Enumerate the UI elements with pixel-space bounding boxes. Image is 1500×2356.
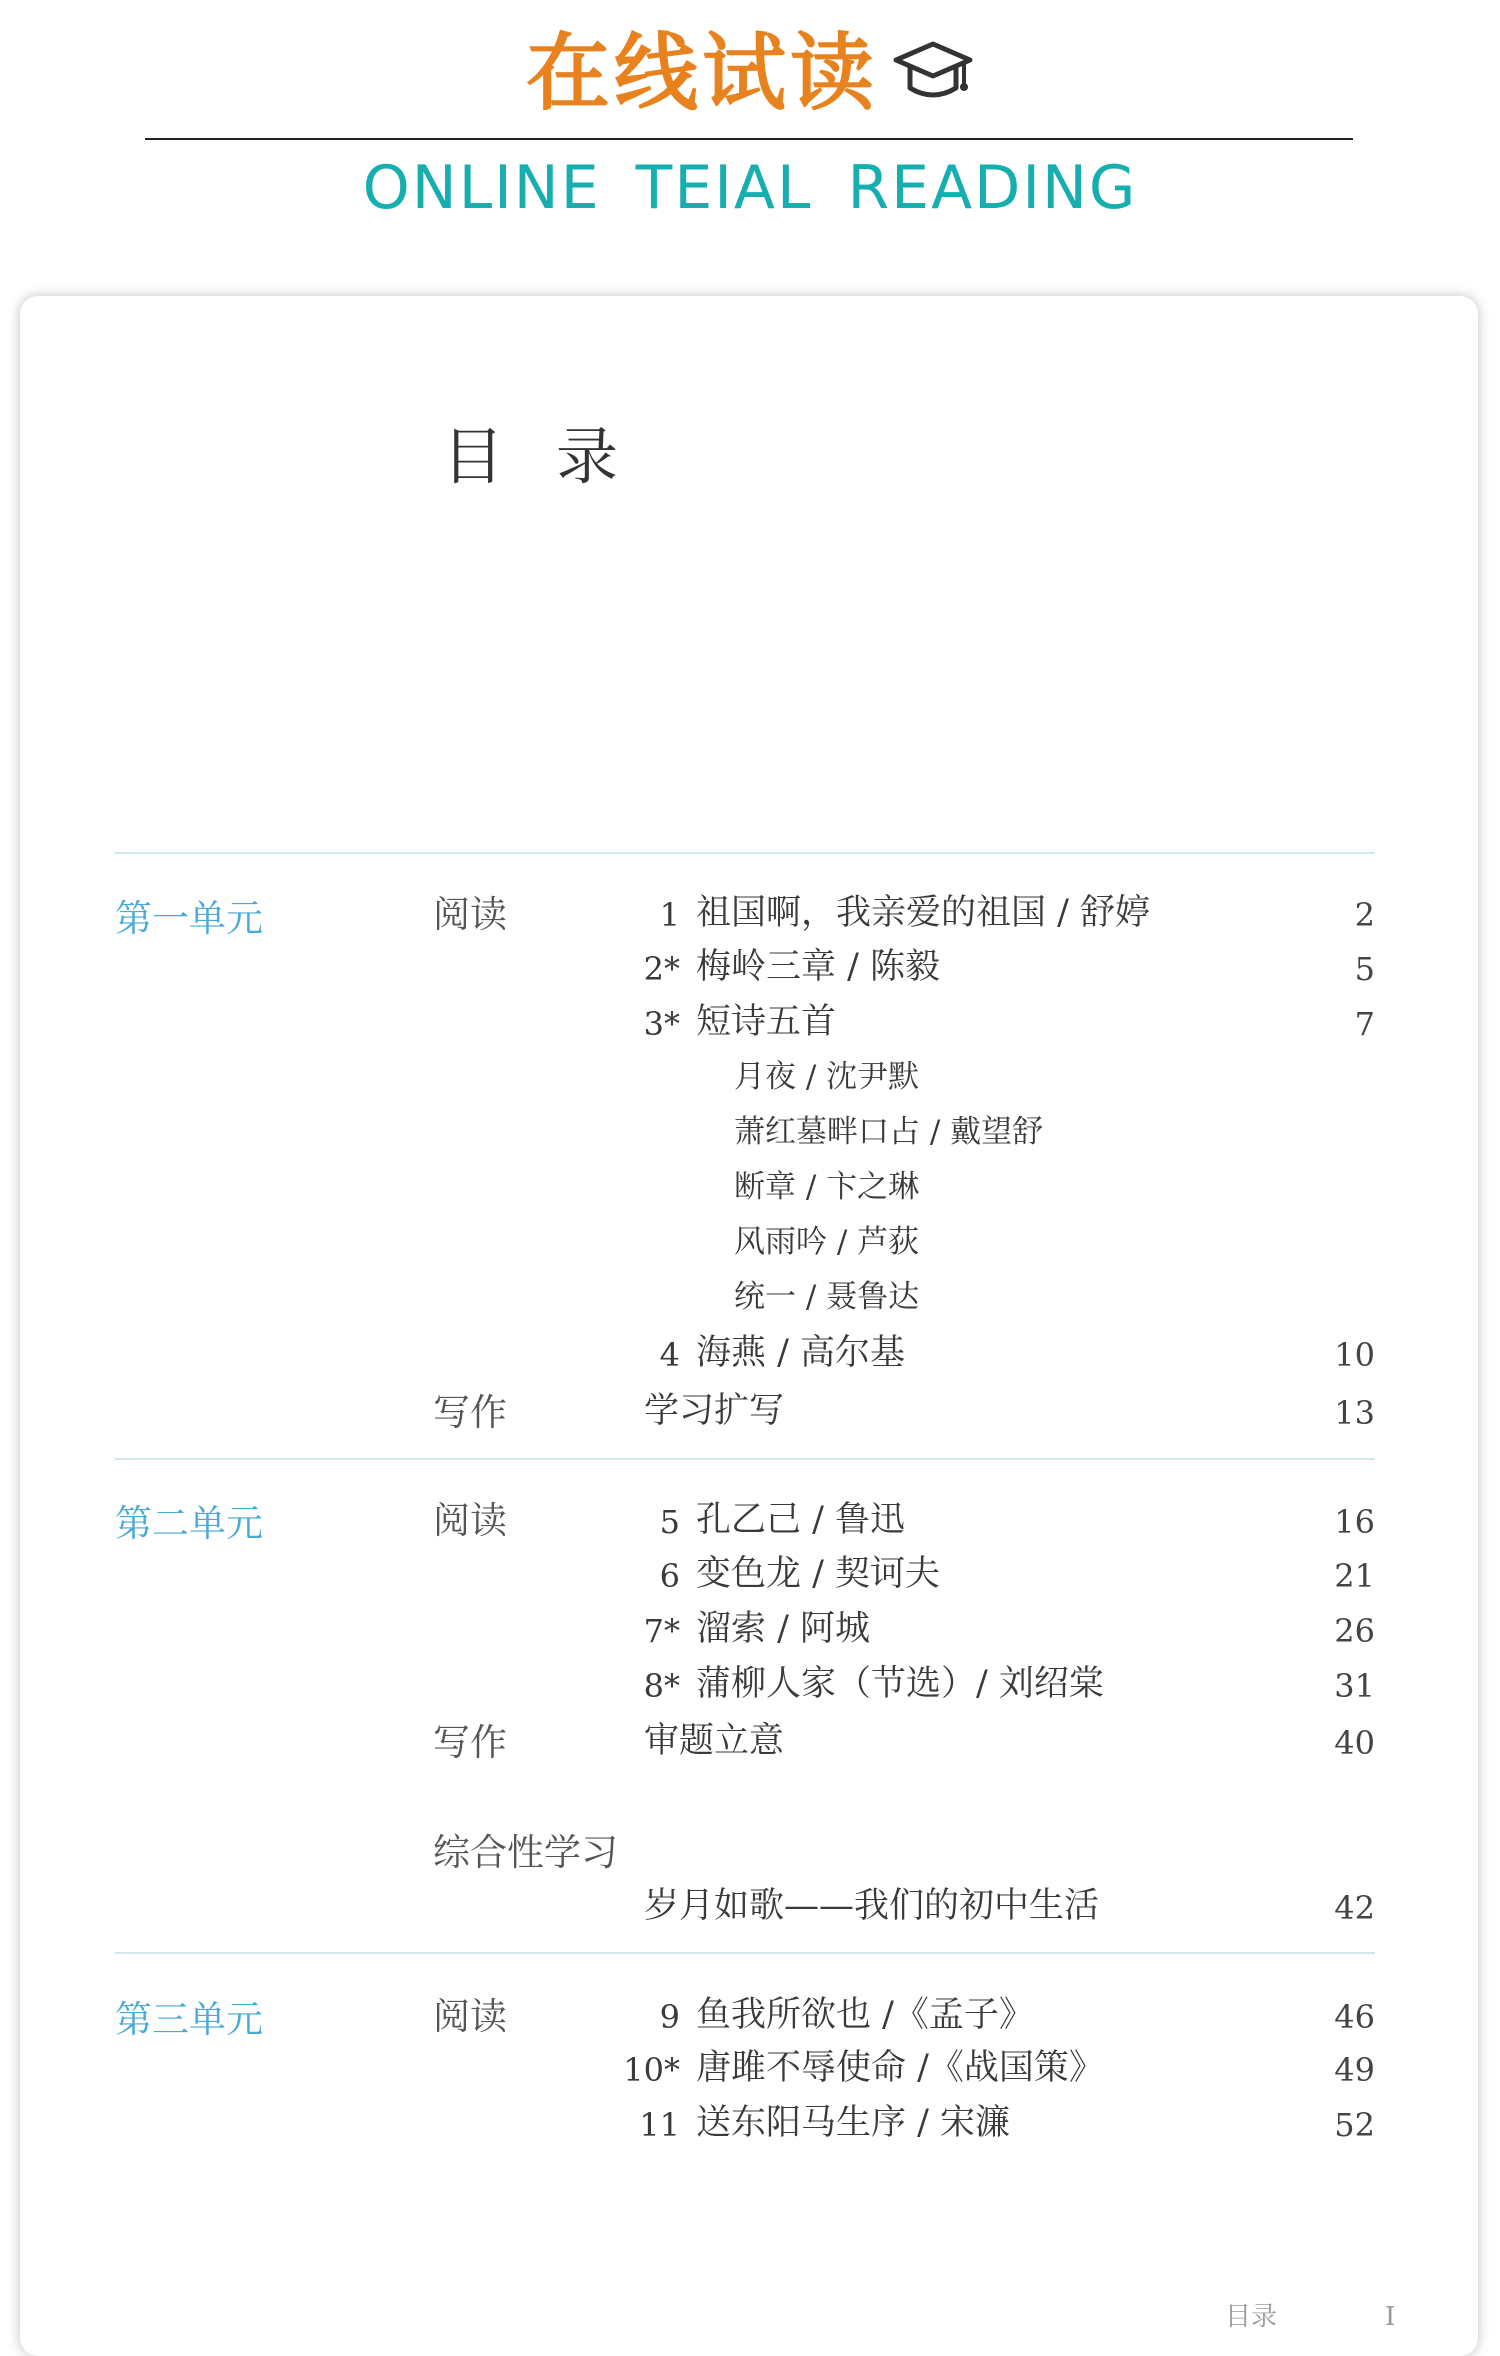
- page-number: 13: [1334, 1394, 1375, 1432]
- lesson-title: 梅岭三章 / 陈毅: [696, 947, 941, 987]
- lesson-title: 变色龙 / 契诃夫: [696, 1554, 941, 1594]
- unit-divider: [115, 852, 1375, 854]
- lesson-title: 祖国啊，我亲爱的祖国 / 舒婷: [696, 893, 1151, 933]
- lesson-number: 6: [659, 1557, 680, 1595]
- graduation-cap-icon: [892, 34, 974, 106]
- page-number: 40: [1334, 1724, 1375, 1762]
- footer-page-number: I: [1385, 2302, 1396, 2332]
- lesson-number: 3*: [643, 1005, 680, 1043]
- lesson-title: 鱼我所欲也 /《孟子》: [696, 1995, 1034, 2035]
- banner-divider: [145, 138, 1353, 140]
- lesson-title: 蒲柳人家（节选）/ 刘绍棠: [696, 1664, 1104, 1704]
- unit-divider: [115, 1952, 1375, 1954]
- section-label: 阅读: [433, 1499, 507, 1542]
- page-number: 2: [1354, 896, 1375, 934]
- section-label: 阅读: [433, 893, 507, 936]
- lesson-number: 11: [639, 2106, 680, 2144]
- lesson-number: 5: [659, 1503, 680, 1541]
- page-number: 10: [1334, 1336, 1375, 1374]
- poem-title: 萧红墓畔口占 / 戴望舒: [734, 1114, 1044, 1150]
- unit-name: 第三单元: [115, 1998, 263, 2041]
- section-label: 阅读: [433, 1995, 507, 2038]
- poem-title: 月夜 / 沈尹默: [734, 1059, 920, 1095]
- unit-name: 第二单元: [115, 1502, 263, 1545]
- page-number: 31: [1334, 1667, 1375, 1705]
- lesson-title: 审题立意: [644, 1721, 785, 1761]
- banner-subtitle: ONLINE TEIAL READING: [362, 153, 1138, 223]
- banner-title-row: [0, 18, 1500, 128]
- book-toc-page: [20, 296, 1478, 2356]
- page-number: 21: [1334, 1557, 1375, 1595]
- lesson-title: 唐雎不辱使命 /《战国策》: [696, 2048, 1104, 2088]
- section-label: 写作: [433, 1391, 507, 1434]
- poem-title: 统一 / 聂鲁达: [734, 1279, 920, 1315]
- page-number: 26: [1334, 1612, 1375, 1650]
- lesson-title: 短诗五首: [696, 1002, 837, 1042]
- section-label: 写作: [433, 1721, 507, 1764]
- page-number: 5: [1354, 950, 1375, 988]
- lesson-title: 孔乙己 / 鲁迅: [696, 1500, 906, 1540]
- lesson-title: 岁月如歌——我们的初中生活: [644, 1886, 1100, 1926]
- lesson-title: 送东阳马生序 / 宋濂: [696, 2103, 1011, 2143]
- lesson-title: 海燕 / 高尔基: [696, 1333, 906, 1373]
- section-label: 综合性学习: [433, 1831, 618, 1874]
- page-number: 49: [1334, 2051, 1375, 2089]
- lesson-number: 7*: [643, 1612, 680, 1650]
- poem-title: 断章 / 卞之琳: [734, 1169, 920, 1205]
- lesson-number: 8*: [643, 1667, 680, 1705]
- footer-label: 目录: [1225, 2302, 1278, 2332]
- lesson-title: 学习扩写: [644, 1391, 785, 1431]
- page-number: 52: [1334, 2106, 1375, 2144]
- page-number: 42: [1334, 1889, 1375, 1927]
- lesson-number: 4: [659, 1336, 680, 1374]
- toc-title: 目录: [442, 420, 671, 493]
- lesson-number: 10*: [623, 2051, 680, 2089]
- lesson-number: 2*: [643, 950, 680, 988]
- page-number: 16: [1334, 1503, 1375, 1541]
- poem-title: 风雨吟 / 芦荻: [734, 1224, 920, 1260]
- lesson-number: 1: [659, 896, 680, 934]
- page-number: 7: [1354, 1005, 1375, 1043]
- lesson-number: 9: [659, 1998, 680, 2036]
- lesson-title: 溜索 / 阿城: [696, 1609, 871, 1649]
- page-number: 46: [1334, 1998, 1375, 2036]
- online-reading-banner: [0, 0, 1500, 280]
- unit-name: 第一单元: [115, 897, 263, 940]
- unit-divider: [115, 1458, 1375, 1460]
- banner-title: 在线试读: [525, 24, 878, 122]
